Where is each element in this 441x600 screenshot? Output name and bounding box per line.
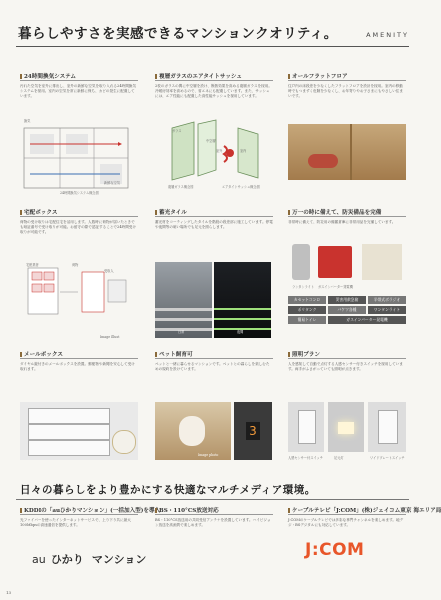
chip-6: ワンタンライト [368,306,406,314]
pet-text: ペットと一緒に暮らせるマンションです。ペットとの暮らしを楽しむための規約を設けています。 [155,362,270,372]
mailbox-rule [20,358,138,359]
lighting-rule [288,358,406,359]
au-hikari-logo [32,548,146,567]
ventilation-label-exhaust: 換気 [24,119,31,123]
tile-night-label: 夜間 [237,330,244,334]
pet-rule [155,358,273,359]
chip-4: ポリタンク [288,306,326,314]
chip-1: カセットコンロ [288,296,326,304]
header-divider [16,46,409,47]
glass-label-in: 室内 [240,149,247,153]
jcom-title: ケーブルテレビ「J:COM」(株)ジェイコム東京 海エリア局 [288,506,441,514]
delivery-label-parcel: 荷物 [72,263,79,267]
chip-7: 簡易トイレ [288,316,326,324]
glass-title: 複層ガラスのエアタイトサッシュ [155,72,242,80]
ventilation-legend: 24時間換気システム概念図 [60,191,99,195]
mailbox-text: ダイヤル錠付きのメールボックスを設置。郵便物や新聞を安心して受け取れます。 [20,362,135,372]
chip-8: ガスインバーター発電機 [328,316,406,324]
bs-cs-text: BS・110°CS放送用の共同受信アンテナを設置しています。ハイビジョン放送を高画質で楽しめます。 [155,518,271,528]
glass-label-air: 中空層 [206,139,216,143]
tile-night-photo [214,262,271,338]
delivery-box-diagram [20,258,138,332]
delivery-box-text: 荷物の受け取りは宅配住宅を活用します。人数時に荷物が届いたときでも暗証番号で受け取りが可能。お留守の際で認証することで24時間受け取りが可能です。 [20,220,136,235]
tile-day-photo [155,262,212,338]
ventilation-text: 汚れた空気を室外に排出し、室外の新鮮な空気を取り入れる24時間換気システムを採用。室内の空気を常に新鮮に保ち、カビの発生に配慮しています。 [20,84,136,99]
delivery-caption: Image Illust [100,335,120,339]
page-number: 13 [6,590,12,595]
lighting-label-2: 足元灯 [334,456,344,460]
ventilation-title: 24時間換気システム [20,72,76,80]
wide-switch-photo [368,402,406,452]
chip-5: バケツ各種 [328,306,366,314]
glass-label-out: 室外 [216,149,223,153]
glass-note: エアタイトサッシュ概念図 [222,185,260,189]
disaster-rule [288,216,406,217]
disaster-title: 万一の時に備えて、防災備品を完備 [288,208,381,216]
glass-text: 2枚のガラスの間に中空層を設け、断熱効果を高める複層ガラスを採用。冷暖房効率を高めるので、省エネにも配慮しています。また、サッシュには、エア性能にも配慮した高性能サッシュを採用しています。 [155,84,272,99]
lantern-photo [292,244,310,280]
tile-day-label: 日常 [178,330,185,334]
mailbox-photo [20,402,138,460]
pet-elevator-photo: 3 [234,402,272,460]
glass-caption: 複層ガラス概念図 [168,185,194,189]
section-label: AMENITY [366,31,409,39]
flat-floor-text: 住戸内の床段差を少なくしたフラットフロアを設計を採用。室内の移動時でもつまずく危険を少なくし、お年寄りやお子さまにもやさしい住まいです。 [288,84,403,99]
kddi-rule [20,514,138,515]
sensor-switch-photo [288,402,324,452]
ventilation-label-fresh: 新鮮な空気 [104,181,120,185]
lantern-label: ランタンライト [292,285,315,289]
glass-rule [155,80,273,81]
pet-photo [155,402,231,460]
mansion-logo-text: マンション [91,553,147,566]
lighting-title: 照明プラン [288,350,320,358]
bs-cs-title: BS・110°CS放送対応 [155,506,219,514]
delivery-label-resident: 受取人 [104,269,114,273]
lighting-label-1: 人感センサー付スイッチ [288,456,323,460]
pet-title: ペット飼育可 [155,350,193,358]
flat-floor-photo [288,124,406,180]
chip-3: 半帯式ボラジオ [368,296,406,304]
bs-cs-rule [155,514,273,515]
kddi-text: 光ファイバーを使ったインターネットサービスで、上り下り共に最大100Mbpsの高速通信を提供します。 [20,518,131,528]
first-aid-photo [362,244,402,280]
delivery-label-courier: 宅配業者 [26,263,39,267]
lighting-text: 人を感知して自動で点灯する人感センサー付きスイッチを採用しています。両手がふさがっていても照明が点きます。 [288,362,403,372]
disaster-text: 非常時に備えて、防災用の備蓄倉庫に非常用品を完備しています。 [288,220,396,224]
kddi-title: KDDIの「auひかりマンション」(一括加入型)を導入 [20,506,160,514]
delivery-box-rule [20,216,138,217]
luminous-tile-rule [155,216,273,217]
pet-caption: Image photo [198,453,219,457]
jcom-text: J:COMのケーブルテレビでは多彩な専門チャンネルを楽しめます。地デジ・BSデジタルにも対応しています。 [288,518,404,528]
luminous-tile-title: 蓄光タイル [155,208,187,216]
generator-label: ガスインバーター発電機 [318,285,353,289]
flat-floor-rule [288,80,406,81]
multimedia-title: 日々の暮らしをより豊かにする快適なマルチメディア環境。 [20,484,316,496]
ventilation-rule [20,80,138,81]
mailbox-title: メールボックス [20,350,63,358]
glass-label-glass: ガラス [172,129,182,133]
foot-light-photo [328,402,364,452]
au-logo-text: au [32,553,46,566]
hikari-logo-text: ひかり [50,553,84,566]
page-title: 暮らしやすさを実感できるマンションクオリティ。 [18,26,338,42]
jcom-rule [288,514,406,515]
delivery-box-title: 宅配ボックス [20,208,58,216]
flat-floor-title: オールフラットフロア [288,72,348,80]
lighting-label-3: ワイドプレートスイッチ [370,456,405,460]
jcom-logo: J:COM [305,540,365,560]
generator-photo [318,246,352,278]
luminous-tile-text: 蓄光材をコーティングしたタイルを階段の段差部に施工しています。停電や夜間等の暗い場所でも足元を照らします。 [155,220,273,230]
multimedia-divider [16,499,409,500]
chip-2: 災害用救急箱 [328,296,366,304]
